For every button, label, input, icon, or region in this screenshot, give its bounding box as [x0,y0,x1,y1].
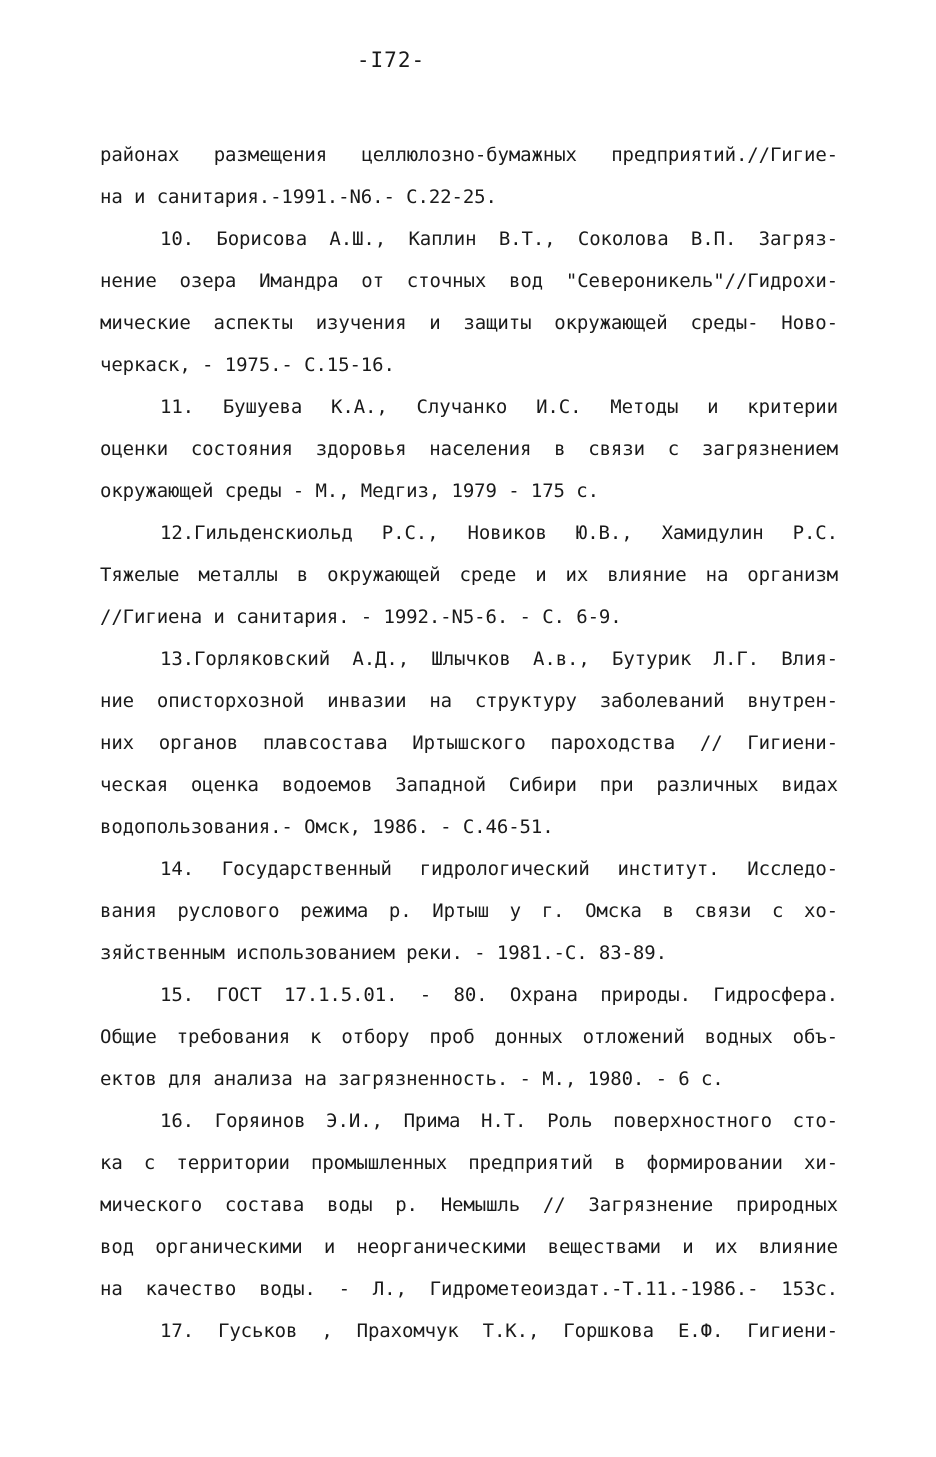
text-line: ектов для анализа на загрязненность. - М., 1980. - 6 с. [100,1068,724,1090]
text-line: окружающей среды - М., Медгиз, 1979 - 175 с. [100,480,599,502]
reference-14-line: 14. Государственный гидрологический институт. Исследо- [160,858,838,880]
text-line: Тяжелые металлы в окружающей среде и их влияние на организм [100,564,838,586]
text-line: на качество воды. - Л., Гидрометеоиздат.-Т.11.-1986.- 153с. [100,1278,838,1300]
text-line: на и санитария.-1991.-N6.- С.22-25. [100,186,497,208]
text-line: ческая оценка водоемов Западной Сибири при различных видах [100,774,838,796]
reference-15-line: 15. ГОСТ 17.1.5.01. - 80. Охрана природы. Гидросфера. [160,984,838,1006]
reference-17-line: 17. Гуськов , Прахомчук Т.К., Горшкова Е.Ф. Гигиени- [160,1320,838,1342]
text-line: вод органическими и неорганическими веществами и их влияние [100,1236,838,1258]
text-line: нение озера Имандра от сточных вод "Североникель"//Гидрохи- [100,270,838,292]
text-line: районах размещения целлюлозно-бумажных предприятий.//Гигие- [100,144,838,166]
text-line: //Гигиена и санитария. - 1992.-N5-6. - С. 6-9. [100,606,622,628]
text-line: ние описторхозной инвазии на структуру заболеваний внутрен- [100,690,838,712]
page-number: -I72- [356,48,426,72]
reference-16-line: 16. Горяинов Э.И., Прима Н.Т. Роль поверхностного сто- [160,1110,838,1132]
text-line: них органов плавсостава Иртышского пароходства // Гигиени- [100,732,838,754]
reference-10-line: 10. Борисова А.Ш., Каплин В.Т., Соколова В.П. Загряз- [160,228,838,250]
text-line: мические аспекты изучения и защиты окружающей среды- Ново- [100,312,838,334]
text-line: черкаск, - 1975.- С.15-16. [100,354,395,376]
text-line: вания руслового режима р. Иртыш у г. Омска в связи с хо- [100,900,838,922]
text-line: ка с территории промышленных предприятий в формировании хи- [100,1152,838,1174]
text-line: мического состава воды р. Немышль // Загрязнение природных [100,1194,838,1216]
text-line: оценки состояния здоровья населения в связи с загрязнением [100,438,838,460]
text-line: зяйственным использованием реки. - 1981.-С. 83-89. [100,942,667,964]
reference-13-line: 13.Горляковский А.Д., Шлычков А.в., Бутурик Л.Г. Влия- [160,648,838,670]
reference-11-line: 11. Бушуева К.А., Случанко И.С. Методы и критерии [160,396,838,418]
text-line: Общие требования к отбору проб донных отложений водных объ- [100,1026,838,1048]
text-line: водопользования.- Омск, 1986. - С.46-51. [100,816,554,838]
reference-12-line: 12.Гильденскиольд Р.С., Новиков Ю.В., Хамидулин Р.С. [160,522,838,544]
